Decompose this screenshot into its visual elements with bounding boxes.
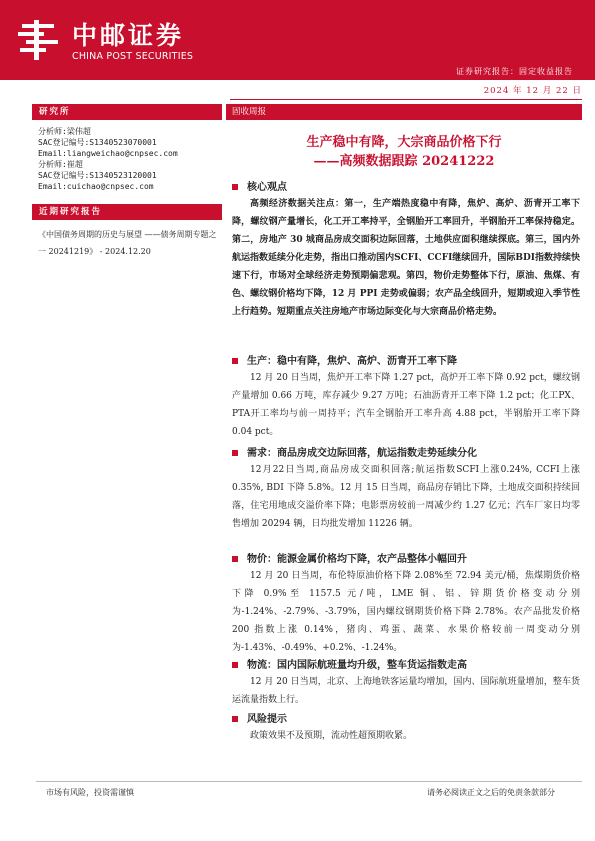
recent-reports-title: 近期研究报告 [32, 204, 222, 220]
bullet-icon [232, 450, 238, 456]
analyst-email-1[interactable]: Email:liangweichao@cnpsec.com [38, 149, 178, 158]
demand-heading: 需求：商品房成交边际回落，航运指数走势延续分化 [232, 444, 477, 459]
analyst-email-2[interactable]: Email:cuichao@cnpsec.com [38, 182, 154, 191]
risk-heading: 风险提示 [232, 710, 287, 725]
bullet-icon [232, 556, 238, 562]
report-type: 证券研究报告：固定收益报告 [456, 67, 573, 76]
bullet-icon [232, 662, 238, 668]
price-text: 12 月 20 日当周，布伦特原油价格下降 2.08%至 72.94 美元/桶，焦煤期货价格下降 0.9%至 1157.5 元/吨，LME 铜、铝、锌期货价格变动分别为-1.24%、-2.79%、-3.79%，国内螺纹钢期货价格下降 2.78%。农产品批发价格 200 指数上涨 0.14%，猪肉、鸡蛋、蔬菜、水果价格较前一周变动分别为-1.43%、-0.49%、+0.2%、-1.24%。 [232, 571, 580, 653]
analyst-sac-1: SAC登记编号:S1340523070001 [38, 138, 157, 147]
company-name-cn: 中邮证券 [72, 21, 185, 50]
analyst-sac-2: SAC登记编号:S1340523120001 [38, 171, 157, 180]
footer-disclaimer-notice: 请务必阅读正文之后的免责条款部分 [427, 788, 555, 797]
china-post-logo-icon [18, 18, 58, 62]
demand-text: 12月22日当周,商品房成交面积回落;航运指数SCFI上涨0.24%, CCFI上涨 0.35%, BDI 下降 5.8%。12 月 15 日当周，商品房存销比下降，土地成交面积持续回落，住宅用地成交溢价率下降；电影票房较前一周减少约 1.27 亿元；汽车厂家日均零售增加 20294 辆，日均批发增加 11226 辆。 [232, 465, 580, 529]
recent-report-link[interactable]: 《中国债务周期的历史与展望 ——债务周期专题之一 20241219》 - 2024.12.20 [38, 230, 217, 256]
core-view-text: 高频经济数据关注点：第一，生产端热度稳中有降，焦炉、高炉、沥青开工率下降，螺纹钢产量增长，化工开工率持平，全钢胎开工率回升，半钢胎开工率保持稳定。第二，房地产 30 城商品房成交面积边际回落，土地供应面积继续探底。第三，国内外航运指数延续分化走势，指出口推动国内SCFI、CCFI继续回升，国际BDI指数持续快速下行，市场对全球经济走势预期偏悲观。第四，物价走势整体下行，原油、焦煤、有色、螺纹钢价格均下降，12 月 PPI 走势或偏弱；农产品全线回升，短期或迎入季节性上行趋势。短期重点关注房地产市场边际变化与大宗商品价格走势。 [232, 199, 580, 317]
logistics-text: 12 月 20 日当周，北京、上海地铁客运量均增加，国内、国际航班量增加，整车货运流量指数上行。 [232, 677, 580, 705]
report-subtitle: ——高频数据跟踪 20241222 [313, 154, 495, 169]
bullet-icon [232, 184, 238, 190]
report-title: 生产稳中有降，大宗商品价格下行 [306, 135, 502, 150]
analyst-name-2: 分析师:崔超 [38, 160, 83, 169]
report-date: 2024 年 12 月 22 日 [230, 84, 582, 100]
production-text: 12 月 20 日当周，焦炉开工率下降 1.27 pct，高炉开工率下降 0.92 pct，螺纹钢产量增加 0.66 万吨，库存减少 9.27 万吨；石油沥青开工率下降 1.2 pct；化工PX、PTA开工率均与前一周持平；汽车全钢胎开工率升高 4.88 pct，半钢胎开工率下降 0.04 pct。 [232, 373, 580, 437]
production-heading: 生产：稳中有降，焦炉、高炉、沥青开工率下降 [232, 352, 457, 367]
logistics-heading: 物流：国内国际航班量均升级，整车货运指数走高 [232, 656, 467, 671]
company-name-en: CHINA POST SECURITIES [72, 51, 194, 62]
header-banner [0, 0, 595, 80]
core-view-heading: 核心观点 [232, 178, 287, 193]
price-heading: 物价：能源金属价格均下降，农产品整体小幅回升 [232, 550, 467, 565]
bullet-icon [232, 716, 238, 722]
research-institute-title: 研究所 [32, 104, 222, 120]
bullet-icon [232, 358, 238, 364]
analyst-info [38, 126, 178, 192]
footer-risk-notice: 市场有风险，投资需谨慎 [46, 788, 134, 797]
footer-divider [36, 781, 582, 782]
report-category: 固收周报 [226, 104, 582, 120]
risk-text: 政策效果不及预期，流动性超预期收紧。 [250, 731, 413, 741]
analyst-name-1: 分析师:梁伟超 [38, 127, 91, 136]
